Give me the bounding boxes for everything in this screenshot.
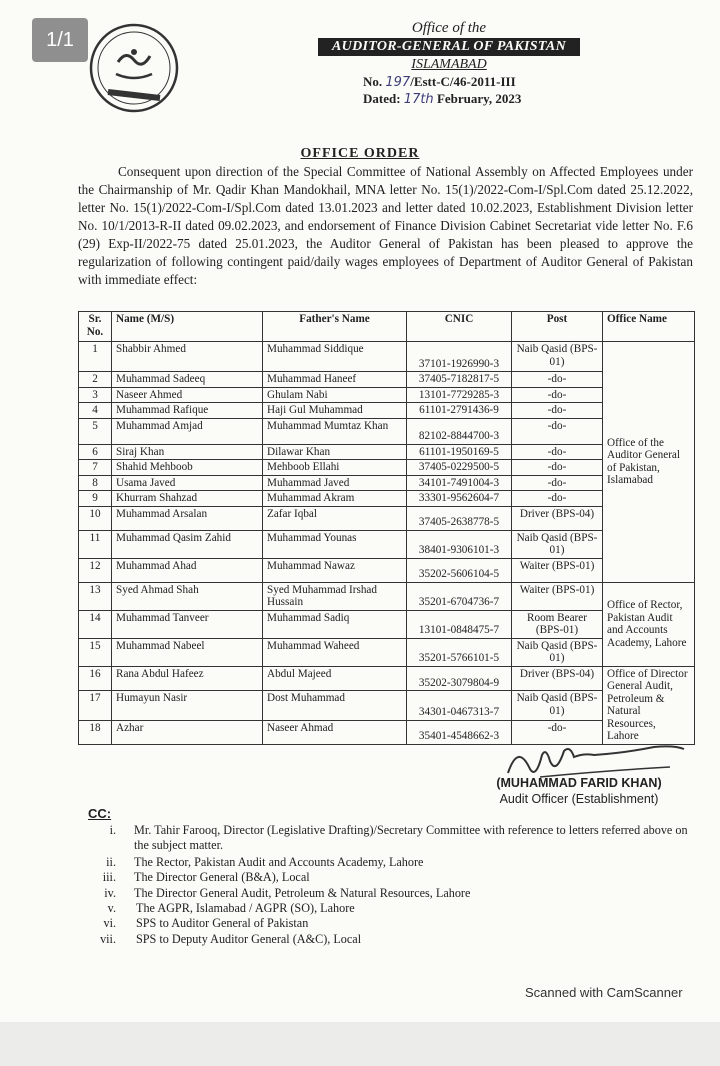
cell-sr: 4 [79, 403, 112, 419]
table-row [79, 475, 695, 491]
cell-name: Muhammad Sadeeq [112, 372, 263, 388]
table-row [79, 460, 695, 476]
table-row [79, 387, 695, 403]
cell-name: Shabbir Ahmed [112, 342, 263, 372]
cell-father: Dilawar Khan [263, 444, 407, 460]
cell-sr: 6 [79, 444, 112, 460]
header-date [363, 91, 521, 107]
table-row [79, 342, 695, 372]
header-name: Name (M/S) [112, 312, 263, 342]
header-office: Office Name [603, 312, 695, 342]
table-row [79, 720, 695, 744]
cell-sr: 16 [79, 666, 112, 691]
cell-cnic: 35201-6704736-7 [407, 582, 512, 610]
order-title: OFFICE ORDER [300, 146, 420, 161]
cell-sr: 18 [79, 720, 112, 744]
cell-name: Humayun Nasir [112, 691, 263, 720]
cell-sr: 2 [79, 372, 112, 388]
cc-number: v. [107, 901, 116, 915]
cell-father: Muhammad Waheed [263, 638, 407, 666]
cell-father: Muhammad Akram [263, 491, 407, 507]
signatory-name: (MUHAMMAD FARID KHAN) [496, 776, 662, 790]
ref-prefix: No. [363, 74, 383, 89]
cell-father: Abdul Majeed [263, 666, 407, 691]
cell-name: Muhammad Qasim Zahid [112, 530, 263, 558]
cell-sr: 12 [79, 558, 112, 582]
table-row [79, 666, 695, 691]
cell-cnic: 35202-5606104-5 [407, 558, 512, 582]
header-organization: AUDITOR-GENERAL OF PAKISTAN [318, 38, 580, 56]
table-row [79, 444, 695, 460]
cell-cnic: 38401-9306101-3 [407, 530, 512, 558]
day-handwritten: 17th [403, 92, 434, 107]
cell-cnic: 33301-9562604-7 [407, 491, 512, 507]
cell-name: Usama Javed [112, 475, 263, 491]
ref-suffix: /Estt-C/46-2011-III [410, 74, 516, 89]
cell-post: -do- [512, 372, 603, 388]
cell-office-name: Office of Rector, Pakistan Audit and Accounts Academy, Lahore [603, 582, 695, 666]
header-city: ISLAMABAD [411, 57, 487, 72]
cc-number: vi. [103, 916, 116, 930]
cell-office-name: Office of the Auditor General of Pakistan, Islamabad [603, 342, 695, 583]
cell-post: -do- [512, 475, 603, 491]
government-seal-icon [88, 22, 180, 114]
page-indicator[interactable]: 1/1 [32, 18, 88, 62]
cell-father: Dost Muhammad [263, 691, 407, 720]
table-row [79, 491, 695, 507]
cell-father: Haji Gul Muhammad [263, 403, 407, 419]
cell-sr: 15 [79, 638, 112, 666]
cc-item: SPS to Auditor General of Pakistan [136, 916, 309, 930]
signatory-designation: Audit Officer (Establishment) [499, 792, 659, 806]
header-reference-number [363, 74, 516, 90]
header-cnic: CNIC [407, 312, 512, 342]
cell-cnic: 37405-2638778-5 [407, 506, 512, 530]
cell-father: Mehboob Ellahi [263, 460, 407, 476]
cc-number: ii. [106, 855, 116, 869]
table-row [79, 506, 695, 530]
cell-post: -do- [512, 720, 603, 744]
cell-name: Rana Abdul Hafeez [112, 666, 263, 691]
cell-sr: 11 [79, 530, 112, 558]
cell-post: Driver (BPS-04) [512, 666, 603, 691]
cc-number: i. [109, 823, 116, 837]
month-year: February, 2023 [436, 91, 522, 106]
cell-cnic: 34301-0467313-7 [407, 691, 512, 720]
cc-item: The AGPR, Islamabad / AGPR (SO), Lahore [136, 901, 355, 915]
cell-sr: 13 [79, 582, 112, 610]
cc-number: iv. [104, 886, 116, 900]
header-sr: Sr. No. [79, 312, 112, 342]
cell-father: Naseer Ahmad [263, 720, 407, 744]
cell-name: Shahid Mehboob [112, 460, 263, 476]
table-row [79, 418, 695, 444]
table-row [79, 403, 695, 419]
cell-father: Muhammad Javed [263, 475, 407, 491]
cc-item: The Director General Audit, Petroleum & Natural Resources, Lahore [134, 886, 471, 900]
cell-cnic: 37405-7182817-5 [407, 372, 512, 388]
cell-father: Syed Muhammad Irshad Hussain [263, 582, 407, 610]
cc-item: The Rector, Pakistan Audit and Accounts Academy, Lahore [134, 855, 424, 869]
cell-office-name: Office of Director General Audit, Petroleum & Natural Resources, Lahore [603, 666, 695, 744]
cell-name: Muhammad Ahad [112, 558, 263, 582]
cc-number: vii. [100, 932, 116, 946]
cell-name: Muhammad Rafique [112, 403, 263, 419]
cell-cnic: 82102-8844700-3 [407, 418, 512, 444]
cell-sr: 3 [79, 387, 112, 403]
cell-cnic: 35202-3079804-9 [407, 666, 512, 691]
table-row [79, 530, 695, 558]
cc-item: Mr. Tahir Farooq, Director (Legislative Drafting)/Secretary Committee with reference to letters referred above on the subject matter. [134, 823, 688, 852]
cell-cnic: 37101-1926990-3 [407, 342, 512, 372]
ref-handwritten: 197 [385, 75, 411, 90]
cell-father: Ghulam Nabi [263, 387, 407, 403]
cell-sr: 9 [79, 491, 112, 507]
cell-post: -do- [512, 444, 603, 460]
cell-father: Zafar Iqbal [263, 506, 407, 530]
cell-father: Muhammad Mumtaz Khan [263, 418, 407, 444]
cell-name: Muhammad Amjad [112, 418, 263, 444]
table-row [79, 638, 695, 666]
cell-sr: 5 [79, 418, 112, 444]
cell-sr: 1 [79, 342, 112, 372]
scanner-watermark: Scanned with CamScanner [525, 985, 683, 1000]
cell-cnic: 61101-1950169-5 [407, 444, 512, 460]
cell-father: Muhammad Sadiq [263, 610, 407, 638]
dated-label: Dated: [363, 91, 401, 106]
cell-father: Muhammad Haneef [263, 372, 407, 388]
cell-post: -do- [512, 460, 603, 476]
order-paragraph: Consequent upon direction of the Special Committee of National Assembly on Affected Employees under the Chairmanship of Mr. Qadir Khan Mandokhail, MNA letter No. 15(1)/2022-Com-I/Spl.Com dated 25.12.2022, letter No. 15(1)/2022-Com-I/Spl.Com dated 13.01.2023 and letter dated 10.02.2023, Establishment Division letter No. 10/1/2013-R-II dated 09.02.2023, and endorsement of Finance Division Cabinet Secretariat vide letter No. F.6 (29) Exp-II/2022-75 dated 25.01.2023, the Auditor General of Pakistan has been pleased to approve the regularization of following contingent paid/daily wages employees of Department of Auditor General of Pakistan with immediate effect: [78, 164, 693, 287]
cell-sr: 8 [79, 475, 112, 491]
cell-post: Waiter (BPS-01) [512, 558, 603, 582]
cell-post: Driver (BPS-04) [512, 506, 603, 530]
cell-sr: 10 [79, 506, 112, 530]
cell-post: -do- [512, 491, 603, 507]
cc-heading: CC: [88, 806, 112, 821]
cell-cnic: 34101-7491004-3 [407, 475, 512, 491]
cell-sr: 14 [79, 610, 112, 638]
cell-name: Naseer Ahmed [112, 387, 263, 403]
cell-post: -do- [512, 403, 603, 419]
employees-table [78, 311, 695, 745]
cell-post: Naib Qasid (BPS-01) [512, 342, 603, 372]
cell-post: -do- [512, 418, 603, 444]
cell-post: Naib Qasid (BPS-01) [512, 530, 603, 558]
table-row [79, 610, 695, 638]
cell-cnic: 13101-7729285-3 [407, 387, 512, 403]
cell-name: Azhar [112, 720, 263, 744]
table-row [79, 372, 695, 388]
cell-cnic: 61101-2791436-9 [407, 403, 512, 419]
cell-father: Muhammad Younas [263, 530, 407, 558]
cell-post: Naib Qasid (BPS-01) [512, 638, 603, 666]
table-header-row [79, 312, 695, 342]
table-row [79, 558, 695, 582]
cell-sr: 7 [79, 460, 112, 476]
cc-number: iii. [102, 870, 116, 884]
cc-item: The Director General (B&A), Local [134, 870, 310, 884]
cell-post: -do- [512, 387, 603, 403]
cell-name: Syed Ahmad Shah [112, 582, 263, 610]
cell-sr: 17 [79, 691, 112, 720]
cell-name: Khurram Shahzad [112, 491, 263, 507]
viewer-bottom-bar [0, 1022, 720, 1066]
cell-name: Siraj Khan [112, 444, 263, 460]
table-row [79, 582, 695, 610]
cell-father: Muhammad Siddique [263, 342, 407, 372]
header-father: Father's Name [263, 312, 407, 342]
table-row [79, 691, 695, 720]
cell-cnic: 13101-0848475-7 [407, 610, 512, 638]
cc-item: SPS to Deputy Auditor General (A&C), Local [136, 932, 362, 946]
cell-father: Muhammad Nawaz [263, 558, 407, 582]
cell-cnic: 35201-5766101-5 [407, 638, 512, 666]
cell-name: Muhammad Tanveer [112, 610, 263, 638]
header-office-of: Office of the [411, 20, 487, 36]
cell-name: Muhammad Arsalan [112, 506, 263, 530]
cell-cnic: 35401-4548662-3 [407, 720, 512, 744]
cell-name: Muhammad Nabeel [112, 638, 263, 666]
cell-post: Naib Qasid (BPS-01) [512, 691, 603, 720]
cell-post: Room Bearer (BPS-01) [512, 610, 603, 638]
header-post: Post [512, 312, 603, 342]
cell-post: Waiter (BPS-01) [512, 582, 603, 610]
cell-cnic: 37405-0229500-5 [407, 460, 512, 476]
